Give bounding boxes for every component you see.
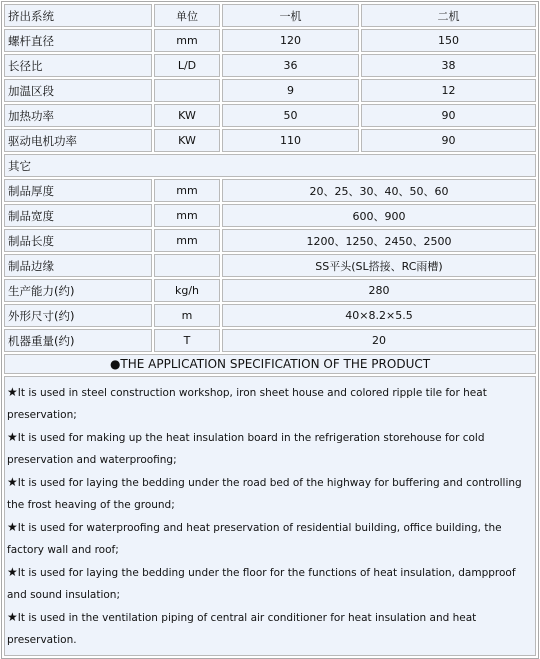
- row-value: 20、25、30、40、50、60: [222, 179, 536, 202]
- row-label: 驱动电机功率: [4, 129, 152, 152]
- row-unit: mm: [154, 179, 220, 202]
- list-item-text: It is used in the ventilation piping of central air conditioner for heat insulation and heat preservation.: [7, 612, 477, 646]
- row-label: 外形尺寸(约): [4, 304, 152, 327]
- row-machine-1: 36: [222, 54, 359, 77]
- row-machine-1: 120: [222, 29, 359, 52]
- row-value: 600、900: [222, 204, 536, 227]
- row-value: SS平头(SL搭接、RC雨槽): [222, 254, 536, 277]
- row-machine-1: 50: [222, 104, 359, 127]
- application-list: [4, 376, 536, 656]
- row-value: 20: [222, 329, 536, 352]
- row-value: 40×8.2×5.5: [222, 304, 536, 327]
- row-label: 制品宽度: [4, 204, 152, 227]
- row-machine-1: 110: [222, 129, 359, 152]
- list-item: [7, 471, 534, 516]
- list-item-text: It is used for making up the heat insulation board in the refrigeration storehouse for cold preservation and waterproofing;: [7, 432, 485, 466]
- row-machine-2: 150: [361, 29, 536, 52]
- table-row: [4, 279, 536, 302]
- table-row: [4, 129, 536, 152]
- table-row: [4, 204, 536, 227]
- star-icon: ★: [7, 430, 18, 444]
- spec-table: [1, 1, 539, 659]
- row-unit: mm: [154, 229, 220, 252]
- table-row: [4, 79, 536, 102]
- application-row: [4, 376, 536, 656]
- row-unit: KW: [154, 129, 220, 152]
- row-unit: [154, 254, 220, 277]
- row-unit: T: [154, 329, 220, 352]
- section-other-label: 其它: [4, 154, 536, 177]
- list-item-text: It is used in steel construction workshop, iron sheet house and colored ripple tile for heat preservation;: [7, 387, 487, 421]
- row-unit: kg/h: [154, 279, 220, 302]
- row-unit: KW: [154, 104, 220, 127]
- table-row: [4, 229, 536, 252]
- list-item-text: It is used for waterproofing and heat preservation of residential building, office building, the factory wall and roof;: [7, 522, 502, 556]
- row-machine-1: 9: [222, 79, 359, 102]
- row-label: 加温区段: [4, 79, 152, 102]
- list-item: [7, 426, 534, 471]
- list-item: [7, 606, 534, 651]
- header-unit: 单位: [154, 4, 220, 27]
- table-row: [4, 54, 536, 77]
- list-item: [7, 516, 534, 561]
- row-label: 长径比: [4, 54, 152, 77]
- list-item-text: It is used for laying the bedding under the road bed of the highway for buffering and controlling the frost heaving of the ground;: [7, 477, 522, 511]
- row-unit: m: [154, 304, 220, 327]
- row-unit: [154, 79, 220, 102]
- section-row: [4, 154, 536, 177]
- star-icon: ★: [7, 385, 18, 399]
- header-machine-2: 二机: [361, 4, 536, 27]
- row-machine-2: 38: [361, 54, 536, 77]
- application-heading: [4, 354, 536, 374]
- row-label: 机器重量(约): [4, 329, 152, 352]
- row-label: 制品边缘: [4, 254, 152, 277]
- row-machine-2: 12: [361, 79, 536, 102]
- row-value: 1200、1250、2450、2500: [222, 229, 536, 252]
- star-icon: ★: [7, 565, 18, 579]
- row-label: 螺杆直径: [4, 29, 152, 52]
- list-item: [7, 381, 534, 426]
- table-row: [4, 104, 536, 127]
- row-label: 生产能力(约): [4, 279, 152, 302]
- row-label: 制品厚度: [4, 179, 152, 202]
- header-row: [4, 4, 536, 27]
- bullet-icon: ●: [109, 357, 121, 371]
- application-heading-row: [4, 354, 536, 374]
- star-icon: ★: [7, 610, 18, 624]
- star-icon: ★: [7, 475, 18, 489]
- row-label: 加热功率: [4, 104, 152, 127]
- application-title: THE APPLICATION SPECIFICATION OF THE PRODUCT: [120, 357, 431, 371]
- row-label: 制品长度: [4, 229, 152, 252]
- header-machine-1: 一机: [222, 4, 359, 27]
- table-row: [4, 29, 536, 52]
- row-machine-2: 90: [361, 104, 536, 127]
- table-row: [4, 304, 536, 327]
- table-row: [4, 179, 536, 202]
- list-item: [7, 561, 534, 606]
- star-icon: ★: [7, 520, 18, 534]
- list-item-text: It is used for laying the bedding under the floor for the functions of heat insulation, dampproof and sound insulation;: [7, 567, 516, 601]
- table-row: [4, 329, 536, 352]
- table-row: [4, 254, 536, 277]
- header-item: 挤出系统: [4, 4, 152, 27]
- row-unit: L/D: [154, 54, 220, 77]
- row-unit: mm: [154, 29, 220, 52]
- row-unit: mm: [154, 204, 220, 227]
- row-value: 280: [222, 279, 536, 302]
- row-machine-2: 90: [361, 129, 536, 152]
